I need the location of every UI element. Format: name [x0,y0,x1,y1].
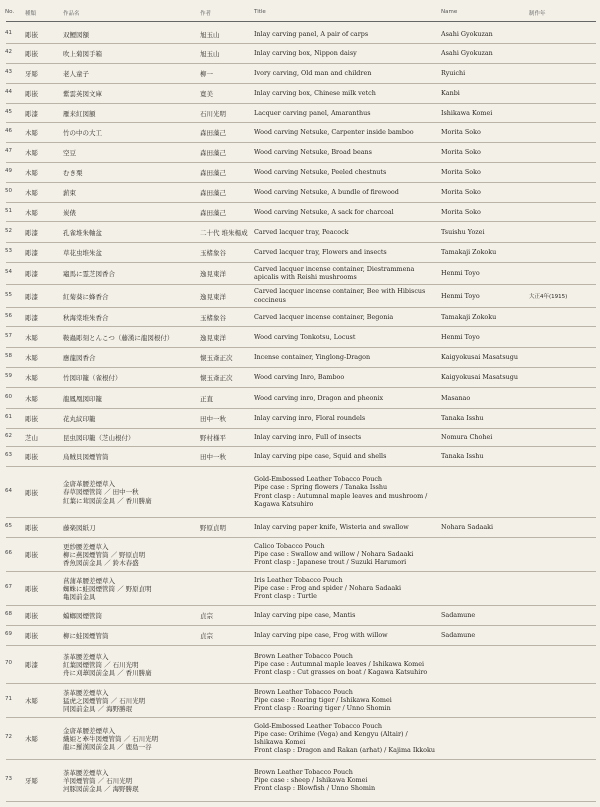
row-artist: 懐玉斎正次 [200,374,233,382]
row-technique: 木彫 [25,169,38,177]
row-title: apicalis with Reishi mushrooms [254,273,357,281]
row-title: Brown Leather Tobacco Pouch [254,651,353,660]
table-row [0,162,600,182]
row-japanese-title: 羊図煙管筒 ／ 石川光明 [63,776,133,785]
row-name: Henmi Toyo [441,291,480,300]
row-number: 57 [5,332,12,339]
row-title: Front clasp : Autumnal maple leaves and mushroom / [254,491,428,500]
row-title: Wood carving inro, Dragon and pheonix [254,393,384,402]
row-title: Inlay carving inro, Floral roundels [254,414,366,422]
row-artist: 森田藻己 [200,149,226,157]
row-artist: 貞宗 [200,612,213,620]
row-title: Ivory carving, Old man and children [254,69,372,77]
row-title: Front clasp : Roaring tiger / Unno Shomin [254,704,391,713]
row-number: 67 [5,584,12,590]
row-title: Wood carving Netsuke, Peeled chestnuts [254,168,387,176]
row-japanese-title: 香魚図前金具 ／ 鈴木春盛 [63,559,139,568]
column-header [0,9,600,21]
table-row [0,262,600,284]
row-japanese-title: 紅菊葵に蜂香合 [63,292,109,301]
header-rule [6,21,596,22]
row-title: coccineus [254,295,286,304]
row-name: Morita Soko [441,148,481,156]
row-technique: 彫嵌 [25,524,38,532]
row-number: 71 [5,696,12,702]
row-title: Wood carving Netsuke, Carpenter inside bamboo [254,128,414,136]
table-row [0,571,600,605]
table-row [0,284,600,307]
row-japanese-title: 秋海棠堆朱香合 [63,313,109,322]
row-title: Incense container, Yinglong-Dragon [254,353,371,361]
table-row [0,326,600,347]
row-technique: 彫嵌 [25,50,38,58]
row-japanese-title: 金唐革腰差煙草入 [63,726,115,735]
row-title: Front clasp : Cut grasses on boat / Kagawa Katsuhiro [254,668,428,677]
row-japanese-title: 柳に燕図煙管筒 ／ 野原貞明 [63,550,146,559]
row-date: 大正4年(1915) [529,293,568,300]
table-row [0,63,600,83]
table-row [0,24,600,43]
row-title: Inlay carving box, Chinese milk vetch [254,89,376,97]
row-name: Morita Soko [441,188,481,196]
row-number: 43 [5,69,12,75]
row-name: Nohara Sadaaki [441,523,494,531]
row-artist: 森田藻己 [200,208,226,217]
table-row [0,103,600,122]
row-japanese-title: 双鯉図額 [63,30,89,39]
row-name: Tamakaji Zokoku [441,312,497,321]
header-date: 制作年 [529,11,546,17]
table-row [0,645,600,683]
row-technique: 彫嵌 [25,585,38,593]
row-title: Inlay carving pipe case, Squid and shells [254,452,387,460]
row-title: Pipe case : Spring flowers / Tanaka Isshu [254,483,388,492]
row-japanese-title: 龍鳳凰図印籠 [63,394,102,403]
row-technique: 木彫 [25,735,38,743]
row-title: Pipe case : Swallow and willow / Nohara Sadaaki [254,549,414,558]
table-row [0,605,600,625]
row-title: Front clasp : Turtle [254,592,317,601]
row-number: 64 [5,487,12,494]
row-japanese-title: 茶革腰差煙草入 [63,768,109,777]
header-artist: 作者 [200,11,212,17]
row-technique: 彫漆 [25,313,38,322]
row-name: Kaigyokusai Masatsugu [441,353,518,361]
row-artist: 玉楮象谷 [200,313,226,322]
row-title: Kagawa Katsuhiro [254,499,314,508]
row-name: Nomura Chohei [441,433,493,441]
row-artist: 逸見東洋 [200,333,226,342]
row-technique: 彫嵌 [25,551,38,559]
row-technique: 彫嵌 [25,612,38,620]
table-row [0,347,600,367]
row-artist: 正直 [200,394,213,403]
row-number: 60 [5,393,12,400]
row-title: Inlay carving pipe case, Mantis [254,611,356,619]
row-technique: 木彫 [25,208,38,217]
row-artist: 貞宗 [200,632,213,640]
row-title: Wood carving Netsuke, Broad beans [254,148,372,156]
row-title: Wood carving Netsuke, A bundle of firewood [254,188,399,196]
row-name: Tanaka Isshu [441,452,484,460]
row-name: Morita Soko [441,207,481,216]
row-japanese-title: 竹図印籠（雀根付） [63,374,122,382]
row-number: 52 [5,227,12,234]
row-artist: 野村様平 [200,434,226,442]
row-number: 53 [5,248,12,254]
table-row [0,625,600,645]
row-title: Inlay carving panel, A pair of carps [254,29,369,38]
row-name: Tsuishu Yozei [441,227,485,236]
row-technique: 木彫 [25,189,38,197]
row-technique: 彫漆 [25,228,38,237]
row-technique: 彫漆 [25,249,38,257]
row-title: Carved lacquer tray, Peacock [254,227,349,236]
row-title: Iris Leather Tobacco Pouch [254,575,343,584]
row-japanese-title: むき栗 [63,169,83,177]
row-japanese-title: 炭俵 [63,208,76,217]
row-japanese-title: 竹の中の大工 [63,129,102,137]
row-title: Gold-Embossed Leather Tobacco Pouch [254,721,383,730]
row-title: Pipe case: Orihime (Vega) and Kengyu (Altair) / [254,729,408,738]
row-number: 62 [5,433,12,439]
row-technique: 牙彫 [25,70,38,78]
row-technique: 彫漆 [25,661,38,669]
row-technique: 木彫 [25,697,38,705]
row-divider [6,801,596,802]
row-artist: 逸見東洋 [200,292,226,301]
row-japanese-title: 同図前金具 ／ 海野勝珉 [63,705,133,714]
row-number: 65 [5,523,12,529]
row-japanese-title: 烏賊貝図煙管筒 [63,453,109,461]
table-row [0,387,600,408]
row-japanese-title: 昆虫図印籠（芝山根付） [63,434,135,442]
row-japanese-title: 老人童子 [63,70,89,78]
row-number: 41 [5,29,12,36]
row-japanese-title: 河豚図前金具 ／ 海野勝珉 [63,785,139,794]
row-title: Ishikawa Komei [254,738,306,746]
table-row [0,122,600,142]
row-title: Brown Leather Tobacco Pouch [254,767,353,776]
table-row [0,428,600,446]
row-number: 58 [5,353,12,359]
row-number: 70 [5,660,12,666]
row-japanese-title: 應龍図香合 [63,354,96,362]
row-technique: 彫嵌 [25,632,38,640]
row-japanese-title: 紫雲英図文庫 [63,90,102,98]
row-japanese-title: 茶革腰差煙草入 [63,688,109,697]
row-artist: 二十代 堆朱楊成 [200,228,248,237]
row-number: 63 [5,452,12,458]
row-title: Gold-Embossed Leather Tobacco Pouch [254,475,383,484]
row-number: 45 [5,108,12,115]
row-title: Calico Tobacco Pouch [254,541,325,550]
table-row [0,43,600,63]
row-name: Tamakaji Zokoku [441,248,497,256]
table-row [0,759,600,801]
header-no: No. [5,9,15,15]
table-row [0,367,600,387]
row-japanese-title: 紅葉図煙管筒 ／ 石川光明 [63,660,139,669]
row-japanese-title: 春草図煙管筒 ／ 田中一秋 [63,488,139,497]
row-technique: 木彫 [25,333,38,342]
row-technique: 芝山 [25,434,38,442]
row-name: Kaigyokusai Masatsugu [441,373,518,381]
row-technique: 彫嵌 [25,453,38,461]
row-technique: 彫嵌 [25,488,38,497]
row-title: Wood carving Tonkotsu, Locust [254,332,356,341]
row-name: Morita Soko [441,128,481,136]
row-name: Masanao [441,393,471,402]
row-title: Carved lacquer incense container, Begonia [254,312,394,321]
row-japanese-title: 花丸紋印籠 [63,415,96,423]
row-number: 56 [5,312,12,319]
row-artist: 玉楮象谷 [200,249,226,257]
row-technique: 牙彫 [25,777,38,785]
row-title: Pipe case : Roaring tiger / Ishikawa Komei [254,695,392,704]
row-artist: 森田藻己 [200,129,226,137]
row-title: Pipe case : sheep / Ishikawa Komei [254,775,368,784]
row-title: Inlay carving inro, Full of insects [254,433,362,441]
row-title: Carved lacquer incense container, Diestrammena [254,264,415,273]
row-number: 72 [5,734,12,740]
table-row [0,537,600,571]
row-japanese-title: 龍に羅漢図前金具 ／ 鹿島一谷 [63,743,152,752]
row-japanese-title: 薪束 [63,189,76,197]
row-technique: 彫漆 [25,270,38,278]
row-title: Inlay carving box, Nippon daisy [254,49,357,57]
row-title: Wood carving Netsuke, A sack for charcoal [254,207,394,216]
row-artist: 森田藻己 [200,189,226,197]
row-japanese-title: 孔雀堆朱軸盆 [63,228,102,237]
row-title: Pipe case : Autumnal maple leaves / Ishikawa Komei [254,659,425,668]
row-artist: 旭玉山 [200,30,220,39]
table-row [0,307,600,326]
row-number: 44 [5,89,12,95]
table-row [0,408,600,428]
table-row [0,466,600,517]
row-number: 50 [5,188,12,194]
row-number: 47 [5,148,12,154]
row-number: 68 [5,611,12,617]
row-artist: 田中一秋 [200,453,226,461]
row-technique: 彫嵌 [25,415,38,423]
table-row [0,242,600,262]
row-japanese-title: 柳に蛙図煙管筒 [63,632,109,640]
row-technique: 木彫 [25,394,38,403]
row-title: Inlay carving paper knife, Wisteria and swallow [254,523,409,531]
row-japanese-title: 草花虫堆朱盆 [63,249,102,257]
table-row [0,683,600,717]
row-title: Pipe case : Frog and spider / Nohara Sadaaki [254,583,402,592]
header-japanese-title: 作品名 [63,11,80,17]
row-name: Asahi Gyokuzan [441,29,493,38]
row-number: 42 [5,49,12,55]
row-name: Tanaka Isshu [441,414,484,422]
row-name: Henmi Toyo [441,332,480,341]
row-japanese-title: 更紗腰差煙草入 [63,542,109,551]
row-japanese-title: 菖蒲革腰差煙草入 [63,576,115,585]
row-name: Asahi Gyokuzan [441,49,493,57]
row-japanese-title: 猛虎之図煙管筒 ／ 石川光明 [63,696,146,705]
row-name: Kanbi [441,89,460,97]
row-number: 69 [5,631,12,637]
row-name: Sadamune [441,631,476,639]
row-japanese-title: 竈馬に霊芝図香合 [63,270,115,278]
row-number: 51 [5,207,12,214]
row-japanese-title: 金唐革腰差煙草入 [63,480,115,489]
row-technique: 木彫 [25,374,38,382]
row-technique: 彫嵌 [25,30,38,39]
row-artist: 石川光明 [200,109,226,118]
row-number: 66 [5,550,12,556]
row-title: Wood carving Inro, Bamboo [254,373,345,381]
row-technique: 木彫 [25,129,38,137]
row-japanese-title: 鞍蟲彫刻とんこつ（藤漢に龍図根付） [63,333,174,342]
row-artist: 柳一 [200,70,213,78]
table-row [0,517,600,537]
row-technique: 彫漆 [25,109,38,118]
header-name: Name [441,9,458,15]
row-title: Brown Leather Tobacco Pouch [254,687,353,696]
row-number: 61 [5,414,12,420]
table-row [0,142,600,162]
table-row [0,717,600,759]
row-technique: 彫嵌 [25,90,38,98]
row-japanese-title: 雁来紅図額 [63,109,96,118]
row-artist: 田中一秋 [200,415,226,423]
row-title: Front clasp : Japanese trout / Suzuki Harumori [254,558,407,567]
row-japanese-title: 蜘蛛に蛙図煙管筒 ／ 野原貞明 [63,584,152,593]
table-row [0,446,600,466]
row-number: 59 [5,373,12,379]
row-japanese-title: 空豆 [63,149,76,157]
header-title: Title [254,9,266,15]
row-title: Inlay carving pipe case, Frog with willow [254,631,388,639]
row-title: Front clasp : Dragon and Rakan (arhat) / Kajima Ikkoku [254,746,435,755]
row-title: Lacquer carving panel, Amaranthus [254,108,371,117]
row-name: Sadamune [441,611,476,619]
table-row [0,221,600,242]
row-japanese-title: 藤楽図紙刀 [63,524,96,532]
row-japanese-title: 紅葉に茸図前金具 ／ 香川勝廣 [63,496,152,505]
row-title: Carved lacquer tray, Flowers and insects [254,248,387,256]
row-artist: 逸見東洋 [200,270,226,278]
row-technique: 彫漆 [25,292,38,301]
row-japanese-title: 茶革腰差煙草入 [63,652,109,661]
row-number: 49 [5,168,12,174]
row-number: 73 [5,776,12,782]
table-row [0,202,600,221]
row-name: Ryuichi [441,69,466,77]
row-japanese-title: 舟に刈葦図前金具 ／ 香川勝廣 [63,669,152,678]
row-title: Carved lacquer incense container, Bee with Hibiscus [254,287,426,296]
row-technique: 木彫 [25,354,38,362]
header-technique: 種類 [25,11,37,17]
row-name: Henmi Toyo [441,269,480,277]
row-japanese-title: 蟷螂図煙管筒 [63,612,102,620]
row-name: Morita Soko [441,168,481,176]
row-number: 46 [5,128,12,134]
table-row [0,182,600,202]
row-number: 54 [5,269,12,275]
row-name: Ishikawa Komei [441,108,493,117]
row-artist: 寛美 [200,90,213,98]
row-japanese-title: 吹上菊図手箱 [63,50,102,58]
row-title: Front clasp : Blowfish / Unno Shomin [254,784,376,793]
row-artist: 森田藻己 [200,169,226,177]
row-technique: 木彫 [25,149,38,157]
row-japanese-title: 亀図前金具 [63,593,96,602]
row-number: 55 [5,291,12,298]
row-japanese-title: 織姫と牽牛図煙管筒 ／ 石川光明 [63,734,159,743]
row-artist: 懐玉斎正次 [200,354,233,362]
table-row [0,83,600,103]
row-artist: 旭玉山 [200,50,220,58]
row-artist: 野原貞明 [200,524,226,532]
